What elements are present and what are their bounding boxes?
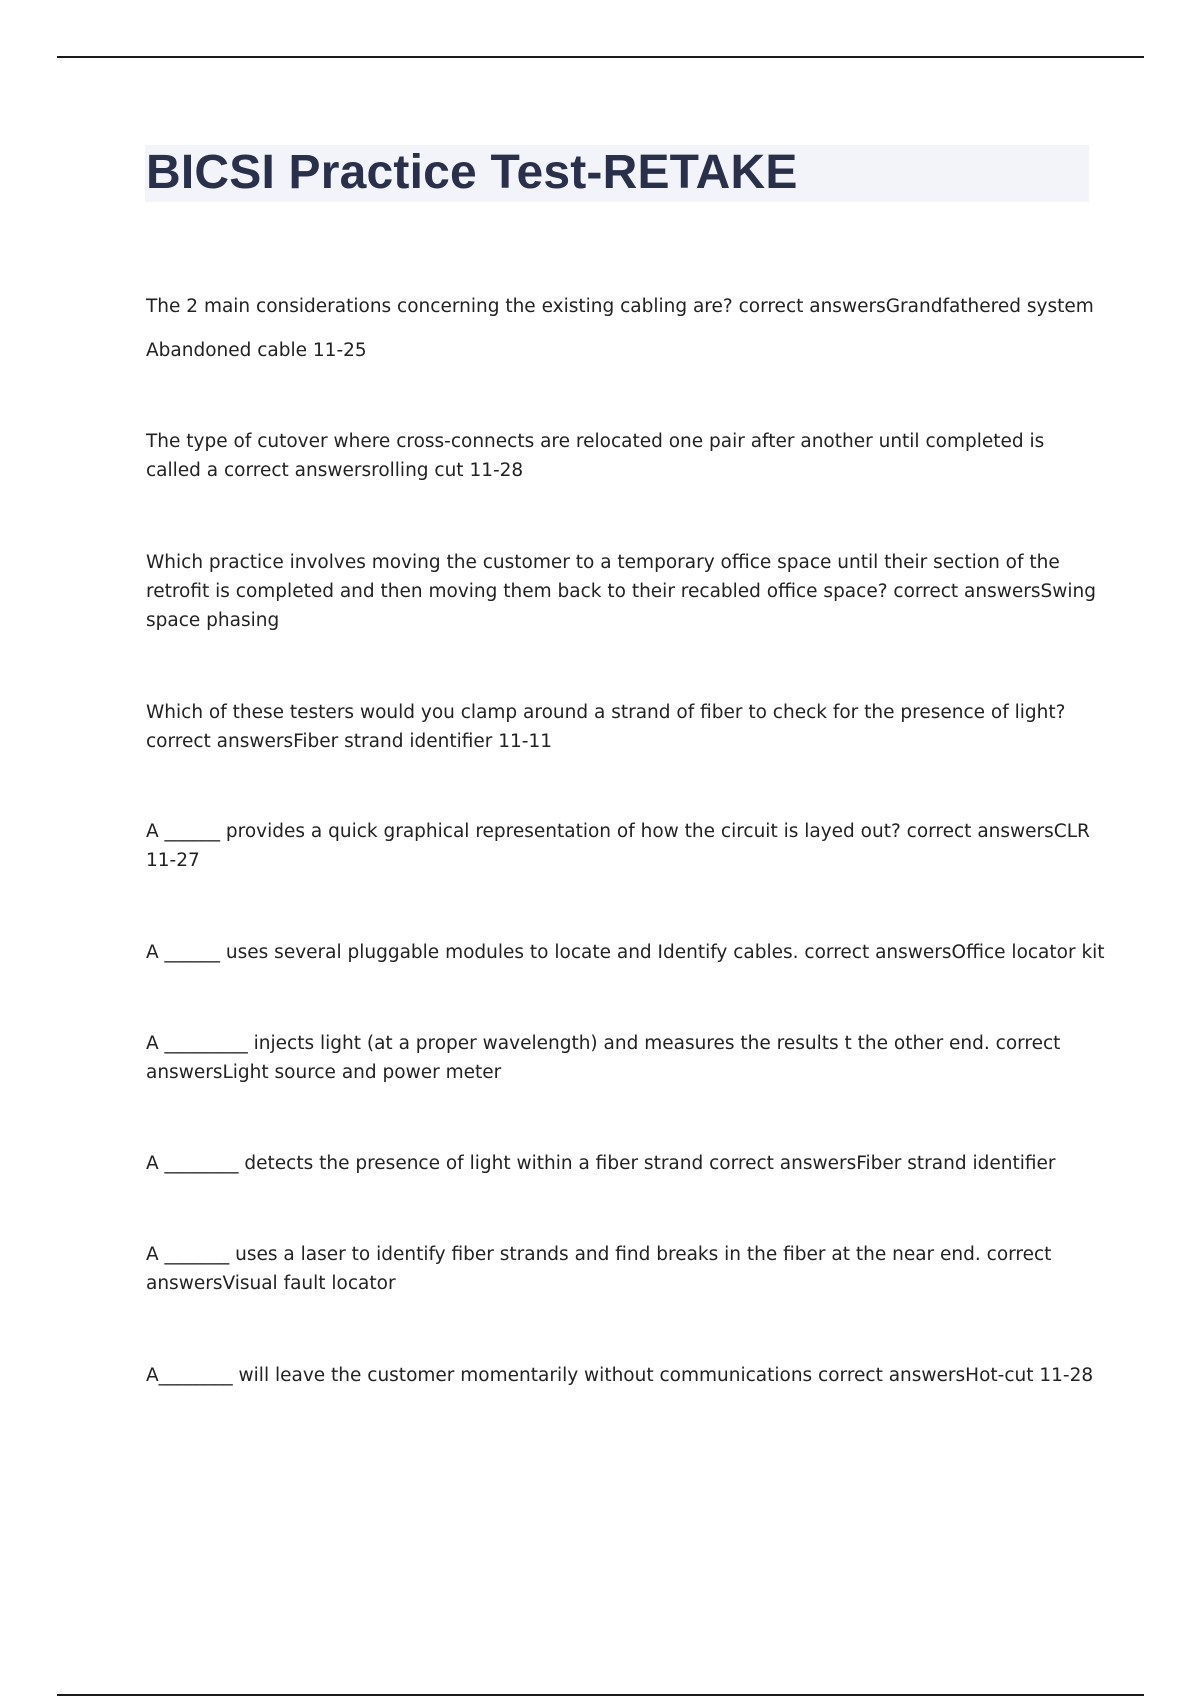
document-title: BICSI Practice Test-RETAKE (146, 146, 798, 199)
question-3: Which practice involves moving the customer to a temporary office space until their section of the retrofit is completed and then moving them back to their recabled office space? correct answersSwing space phasing (146, 552, 1096, 631)
question-10: A________ will leave the customer momentarily without communications correct answersHot-cut 11-28 (146, 1365, 1094, 1386)
question-6: A ______ uses several pluggable modules to locate and Identify cables. correct answersOffice locator kit (146, 942, 1105, 963)
bottom-rule (57, 1694, 1144, 1696)
question-7: A _________ injects light (at a proper wavelength) and measures the results t the other end. correct answersLight source and power meter (146, 1033, 1061, 1083)
question-5: A ______ provides a quick graphical representation of how the circuit is layed out? correct answersCLR 11-27 (146, 821, 1090, 871)
top-rule (57, 56, 1144, 58)
question-8: A ________ detects the presence of light within a fiber strand correct answersFiber strand identifier (146, 1153, 1056, 1174)
question-1-continuation: Abandoned cable 11-25 (146, 340, 367, 361)
question-2: The type of cutover where cross-connects are relocated one pair after another until completed is called a correct answersrolling cut 11-28 (146, 431, 1045, 481)
question-1: The 2 main considerations concerning the existing cabling are? correct answersGrandfathered system (146, 296, 1094, 317)
question-9: A _______ uses a laser to identify fiber strands and find breaks in the fiber at the near end. correct answersVisual fault locator (146, 1244, 1052, 1294)
question-4: Which of these testers would you clamp around a strand of fiber to check for the presence of light? correct answersFiber strand identifier 11-11 (146, 702, 1066, 752)
